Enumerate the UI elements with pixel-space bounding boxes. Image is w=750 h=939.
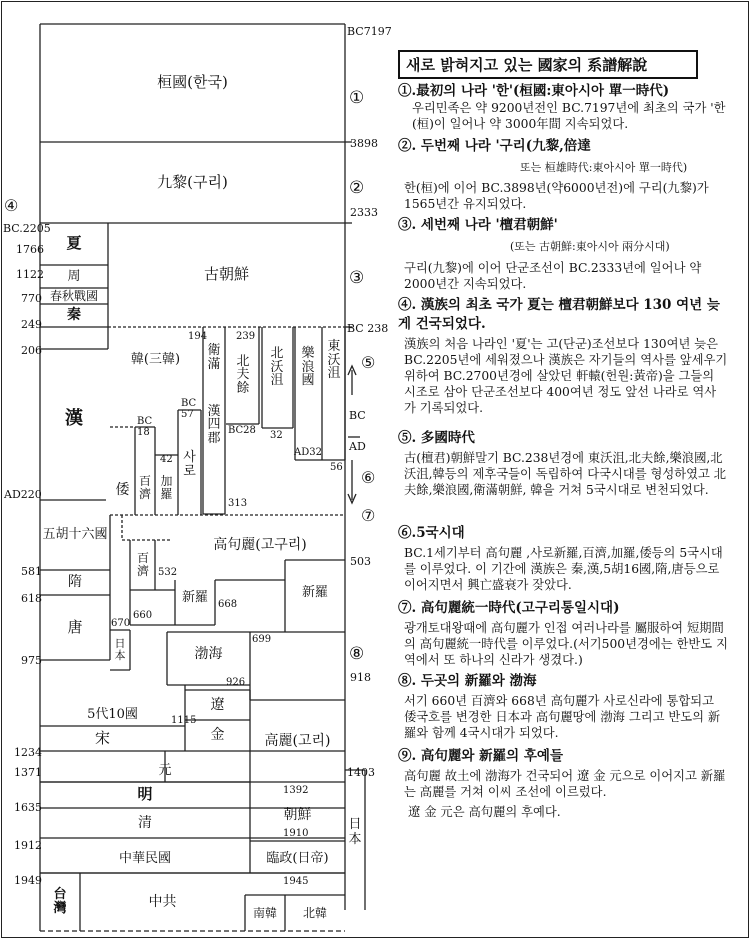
year-42: 42 xyxy=(160,454,173,465)
year-1371: 1371 xyxy=(14,766,42,779)
state-baekje-late: 百 濟 xyxy=(136,551,149,578)
nihon-right-label: 日 本 xyxy=(348,817,362,847)
year-206: 206 xyxy=(21,344,42,357)
circle-mark-3: ③ xyxy=(349,268,365,288)
state-north-korea: 北韓 xyxy=(302,905,327,920)
section-1-heading: ①.最初의 나라 '한'(桓國:東아시아 單一時代) xyxy=(398,83,670,99)
state-zhou: 周 xyxy=(67,268,81,284)
year-975: 975 xyxy=(21,654,42,667)
year-1403: 1403 xyxy=(347,766,375,779)
year-1635: 1635 xyxy=(14,801,42,814)
state-sui: 隋 xyxy=(68,574,82,591)
year-926: 926 xyxy=(226,677,246,688)
state-joseon: 朝鮮 xyxy=(283,806,312,823)
state-wiman: 衛 滿 xyxy=(207,343,221,372)
section-2-heading: ②. 두번째 나라 '구리(九黎,倍達 xyxy=(398,138,591,154)
year-ad: AD xyxy=(349,440,366,453)
year-532: 532 xyxy=(158,567,178,578)
state-baekje: 百 濟 xyxy=(138,473,151,501)
year-bc238: BC 238 xyxy=(347,322,389,335)
section-6-body: BC.1세기부터 高句麗 ,사로新羅,百濟,加羅,倭등의 5국시대를 이루었다. 이 기간에 漢族은 秦,漢,5胡16國,隋,唐등으로 이어지면서 興亡盛衰가 잦았다. xyxy=(404,546,723,592)
state-roc: 中華民國 xyxy=(118,851,171,867)
state-song: 宋 xyxy=(94,728,110,747)
year-699: 699 xyxy=(252,634,272,645)
year-1910: 1910 xyxy=(283,828,309,839)
state-jin: 金 xyxy=(210,727,225,744)
year-bc57: BC 57 xyxy=(181,398,197,420)
section-8-body: 서기 660년 百濟와 668년 高句麗가 사로신라에 통합되고 倭국호를 변경한 日本과 高句麗땅에 渤海 그리고 반도의 新羅와 함께 4국시대가 되었다. xyxy=(404,694,721,740)
section-9-tail: 遼 金 元은 高句麗의 후예다. xyxy=(408,805,561,819)
state-silla-right: 新羅 xyxy=(301,585,328,601)
state-nangnang: 樂 浪 國 xyxy=(301,346,315,389)
section-6-heading: ⑥.5국시대 xyxy=(398,525,465,541)
year-670: 670 xyxy=(111,618,131,629)
state-qin: 秦 xyxy=(67,307,81,324)
section-8-heading: ⑧. 두곳의 新羅와 渤海 xyxy=(398,673,537,689)
year-1115: 1115 xyxy=(171,715,197,726)
year-1122: 1122 xyxy=(16,268,44,281)
state-goryeo: 高麗(고리) xyxy=(264,732,331,749)
state-dongokjeo: 東 沃 沮 xyxy=(327,339,341,382)
circle-mark-5: ⑤ xyxy=(361,353,376,372)
year-bc2205: BC.2205 xyxy=(3,222,51,235)
section-3-body: 구리(九黎)에 이어 단군조선이 BC.2333년에 일어나 약2000년간 지속되었다. xyxy=(404,261,702,291)
state-tang: 唐 xyxy=(67,617,83,636)
circle-mark-7: ⑦ xyxy=(361,506,376,525)
section-3-heading: ③. 세번째 나라 '檀君朝鮮' xyxy=(398,217,558,233)
year-bc28: BC28 xyxy=(228,425,256,436)
state-yuan: 元 xyxy=(158,763,172,779)
state-chunqiu: 春秋戰國 xyxy=(49,288,98,303)
state-gaya: 加 羅 xyxy=(160,474,173,501)
year-ad220: AD220 xyxy=(4,488,42,501)
state-guri: 九黎(구리) xyxy=(157,172,228,191)
section-7-body: 광개토대왕때에 高句麗가 인접 여러나라를 屬服하여 短期間의 高句麗統一時代를 이루었다.(서기500년경에는 한반도 지역에서 또 하나의 신라가 생겼다.) xyxy=(404,621,728,667)
state-liao: 遼 xyxy=(210,696,225,713)
section-7-heading: ⑦. 高句麗統一時代(고구리통일시대) xyxy=(398,600,620,616)
section-9-body: 高句麗 故土에 渤海가 건국되어 遼 金 元으로 이어지고 新羅는 高麗를 거쳐 이씨 조선에 이르렀다. xyxy=(404,769,726,799)
state-japan-rule: 臨政(日帝) xyxy=(266,851,329,867)
year-770: 770 xyxy=(21,292,42,305)
explanation-title: 새로 밝혀지고 있는 國家의 系譜解說 xyxy=(398,50,698,79)
circle-mark-6: ⑥ xyxy=(361,468,376,487)
year-1912: 1912 xyxy=(14,839,42,852)
year-660: 660 xyxy=(133,610,153,621)
year-ad32: AD32 xyxy=(294,447,322,458)
state-hanguk: 桓國(한국) xyxy=(157,73,228,92)
section-2-note: 또는 桓雄時代:東아시아 單一時代) xyxy=(520,161,688,174)
state-wuhu: 五胡十六國 xyxy=(42,527,108,543)
year-32: 32 xyxy=(270,430,283,441)
year-503: 503 xyxy=(350,555,371,568)
section-2-body: 한(桓)에 이어 BC.3898년(약6000년전)에 구리(九黎)가 1565년간 유지되었다. xyxy=(404,181,709,211)
circle-mark-2: ② xyxy=(349,178,365,198)
year-56: 56 xyxy=(330,462,343,473)
year-bc7197: BC7197 xyxy=(347,25,392,38)
state-prc: 中共 xyxy=(148,894,177,911)
circle-mark-8: ⑧ xyxy=(349,644,365,664)
section-5-heading: ⑤. 多國時代 xyxy=(398,430,475,446)
state-gojoseon: 古朝鮮 xyxy=(203,265,249,284)
state-five-dynasties: 5代10國 xyxy=(87,707,138,723)
year-1766: 1766 xyxy=(16,243,44,256)
state-ming: 明 xyxy=(137,785,153,804)
year-bc18: BC 18 xyxy=(137,416,153,438)
year-581: 581 xyxy=(21,565,42,578)
section-9-heading: ⑨. 高句麗와 新羅의 후예들 xyxy=(398,748,564,764)
state-wae: 倭 xyxy=(115,481,130,498)
state-xia: 夏 xyxy=(66,234,82,253)
circle-mark-4: ④ xyxy=(4,196,19,215)
section-4-heading: ④. 漢族의 최초 국가 夏는 檀君朝鮮보다 130 여년 늦게 건국되었다. xyxy=(398,297,720,332)
state-qing: 清 xyxy=(138,814,152,831)
year-1949: 1949 xyxy=(14,874,42,887)
section-4-body: 漢族의 처음 나라인 '夏'는 고(단군)조선보다 130여년 늦은 BC.2205년에 세워졌으나 漢族은 자기들의 역사를 앞세우기 위하여 BC.2700년경에 살았던 軒轅(헌원:黃帝)을 그들의 시조로 삼아 단군조선보다 400여년 정도 앞선 나라로 역사가 기록되었다. xyxy=(404,337,728,415)
section-3-note: (또는 古朝鮮:東아시아 兩分시대) xyxy=(510,240,670,253)
year-668: 668 xyxy=(218,599,238,610)
state-goguryeo: 高句麗(고구리) xyxy=(213,537,307,554)
circle-mark-1: ① xyxy=(349,88,365,108)
state-silla-small: 新羅 xyxy=(181,590,208,606)
state-saro: 사 로 xyxy=(183,450,196,479)
year-313: 313 xyxy=(228,498,248,509)
state-balhae: 渤海 xyxy=(194,645,223,662)
state-han-dynasty: 漢 xyxy=(65,407,83,429)
year-918: 918 xyxy=(350,671,371,684)
year-194: 194 xyxy=(188,331,208,342)
year-1392: 1392 xyxy=(283,785,309,796)
year-618: 618 xyxy=(21,592,42,605)
year-1234: 1234 xyxy=(14,746,42,759)
state-nihon: 日 本 xyxy=(114,637,126,662)
year-1945: 1945 xyxy=(283,876,309,887)
year-249: 249 xyxy=(21,318,42,331)
year-bc: BC xyxy=(349,409,366,422)
state-samhan: 韓(三韓) xyxy=(130,352,181,368)
state-taiwan: 台 灣 xyxy=(53,887,67,916)
year-239: 239 xyxy=(236,331,256,342)
year-2333: 2333 xyxy=(350,206,378,219)
state-south-korea: 南韓 xyxy=(252,905,277,920)
section-1-body: 우리민족은 약 9200년전인 BC.7197년에 최초의 국가 '한(桓)이 일어나 약 3000年間 지속되었다. xyxy=(412,101,726,131)
year-3898: 3898 xyxy=(350,137,378,150)
state-buyeo: 北 夫 餘 xyxy=(236,353,250,396)
section-5-body: 古(檀君)朝鮮말기 BC.238년경에 東沃沮,北夫餘,樂浪國,北沃沮,韓등의 제후국들이 독립하여 다국시대를 형성하였고 北夫餘,樂浪國,衛滿朝鮮, 韓을 거쳐 5국시대로 변천되었다. xyxy=(404,451,727,497)
state-bukokjeo: 北 沃 沮 xyxy=(270,346,284,389)
state-hansagun: 漢 四 郡 xyxy=(207,403,221,446)
